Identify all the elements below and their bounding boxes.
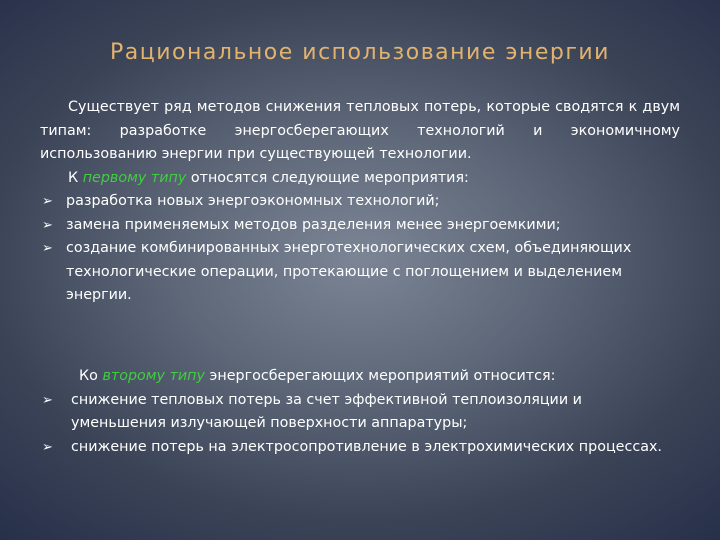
- list-item: [40, 436, 680, 460]
- list-item: [40, 190, 680, 214]
- list-item: [40, 389, 680, 436]
- intro-paragraph: Существует ряд методов снижения тепловых потерь, которые сводятся к двум типам: разработке энергосберегающих технологий и экономичному использованию энергии при существующей технологии.: [40, 99, 680, 162]
- section2-highlight: второму типу: [102, 368, 205, 384]
- slide-title: Рациональное использование энергии: [110, 40, 610, 65]
- list-item-text: снижение тепловых потерь за счет эффективной теплоизоляции и уменьшения излучающей поверхности аппаратуры;: [71, 391, 582, 431]
- list-item-text: снижение потерь на электросопротивление в электрохимических процессах.: [71, 438, 662, 455]
- arrowhead-bullet-icon: ➢: [42, 241, 53, 256]
- section2-intro-before: Ко: [79, 368, 103, 384]
- section1-list: [40, 190, 680, 308]
- list-item-text: замена применяемых методов разделения менее энергоемкими;: [66, 216, 561, 233]
- section1-intro: [68, 167, 680, 191]
- arrowhead-bullet-icon: ➢: [42, 217, 53, 233]
- second-section: [40, 365, 680, 459]
- section1-intro-before: К: [68, 169, 83, 186]
- arrowhead-bullet-icon: ➢: [42, 194, 53, 209]
- arrowhead-bullet-icon: ➢: [42, 439, 53, 455]
- list-item-text: разработка новых энергоэкономных технологий;: [66, 193, 440, 209]
- arrowhead-bullet-icon: ➢: [42, 392, 53, 408]
- first-section: [40, 96, 680, 308]
- section2-intro-after: энергосберегающих мероприятий относится:: [205, 368, 556, 384]
- list-item-text: создание комбинированных энерготехнологических схем, объединяющих технологические операции, протекающие с поглощением и выделением энергии.: [66, 240, 632, 303]
- section1-intro-after: относятся следующие мероприятия:: [186, 169, 469, 186]
- section2-intro: [79, 365, 680, 389]
- section2-list: [40, 389, 680, 460]
- section1-highlight: первому типу: [82, 169, 187, 186]
- list-item: [40, 237, 680, 308]
- list-item: [40, 214, 680, 238]
